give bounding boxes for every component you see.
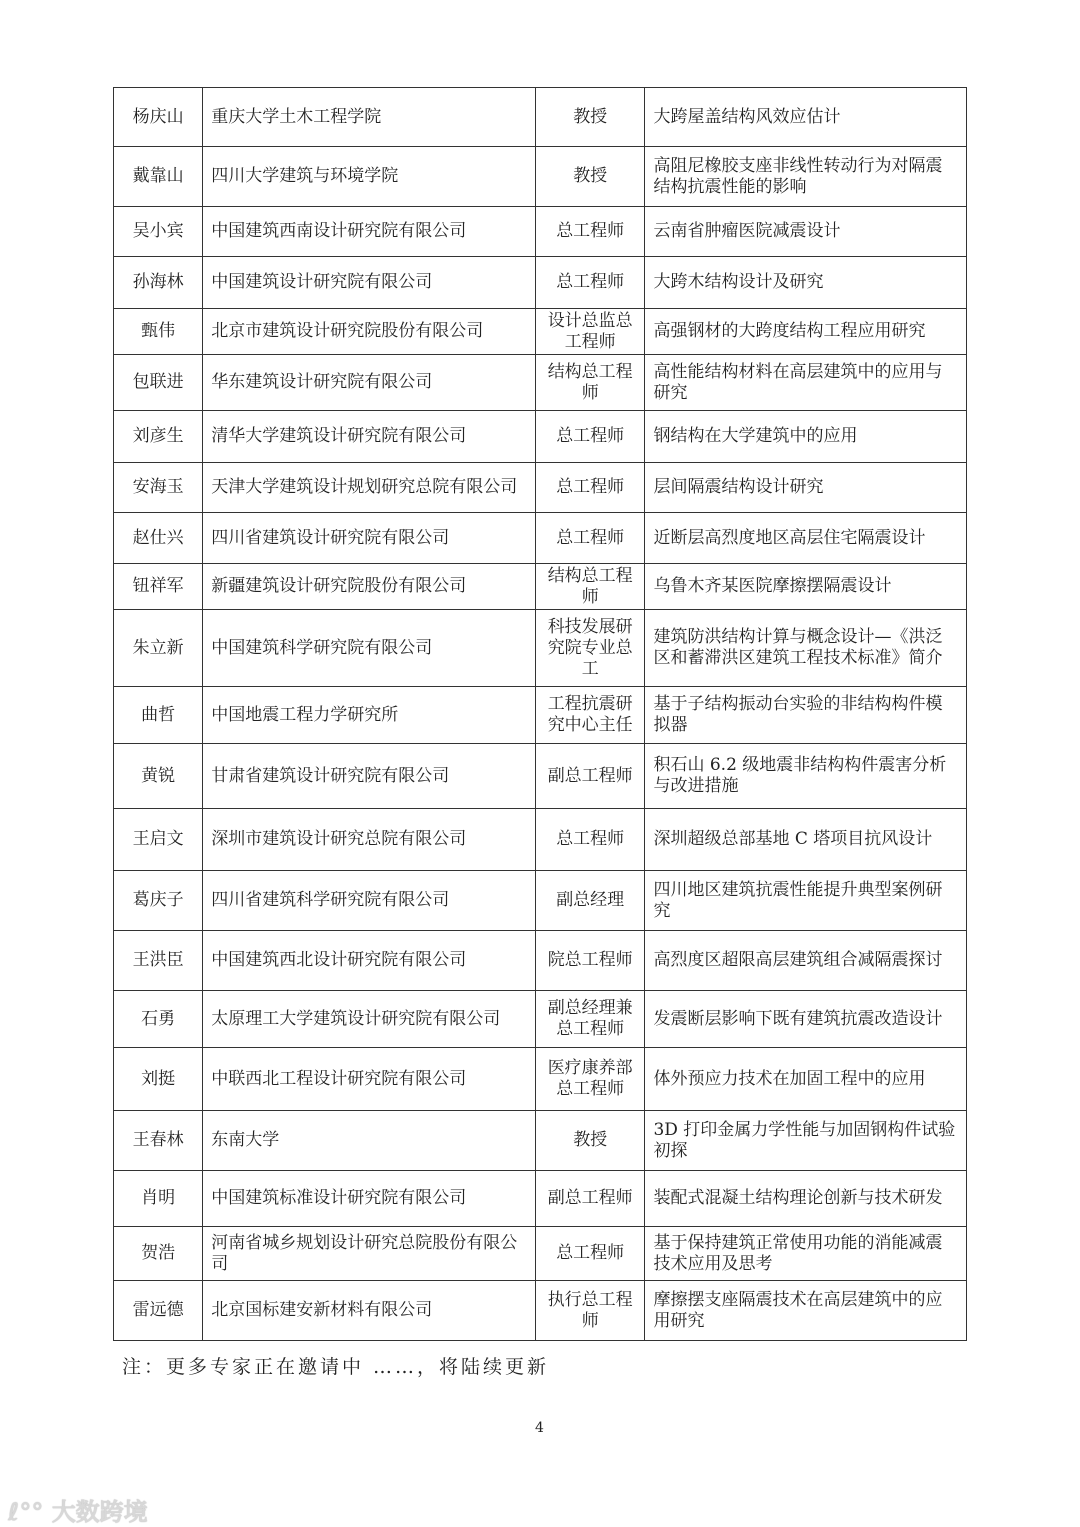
cell-name: 石勇: [114, 991, 203, 1048]
cell-organization: 中国建筑科学研究院有限公司: [203, 610, 536, 687]
cell-name: 甄伟: [114, 309, 203, 355]
cell-title: 教授: [535, 1111, 645, 1171]
cell-name: 雷远德: [114, 1281, 203, 1341]
table-row: [114, 1281, 967, 1341]
cell-topic: 四川地区建筑抗震性能提升典型案例研究: [645, 871, 967, 931]
cell-topic: 近断层高烈度地区高层住宅隔震设计: [645, 513, 967, 564]
table-row: [114, 1227, 967, 1281]
cell-topic: 高烈度区超限高层建筑组合减隔震探讨: [645, 931, 967, 991]
table-row: [114, 610, 967, 687]
table-row: [114, 744, 967, 809]
cell-topic: 高阻尼橡胶支座非线性转动行为对隔震结构抗震性能的影响: [645, 147, 967, 207]
cell-title: 教授: [535, 147, 645, 207]
watermark-logo: ℓ°° 大数跨境: [8, 1498, 148, 1526]
table-row: [114, 931, 967, 991]
cell-topic: 大跨木结构设计及研究: [645, 257, 967, 309]
table-row: [114, 1048, 967, 1111]
table-row: [114, 991, 967, 1048]
cell-organization: 中国建筑标准设计研究院有限公司: [203, 1171, 536, 1227]
table-row: [114, 687, 967, 744]
cell-name: 曲哲: [114, 687, 203, 744]
cell-title: 教授: [535, 88, 645, 147]
cell-name: 刘挺: [114, 1048, 203, 1111]
cell-title: 总工程师: [535, 513, 645, 564]
footnote: 注：更多专家正在邀请中 ……，将陆续更新: [122, 1356, 550, 1378]
cell-organization: 新疆建筑设计研究院股份有限公司: [203, 564, 536, 610]
cell-name: 包联进: [114, 355, 203, 411]
cell-title: 总工程师: [535, 411, 645, 463]
cell-organization: 北京国标建安新材料有限公司: [203, 1281, 536, 1341]
cell-title: 院总工程师: [535, 931, 645, 991]
cell-organization: 北京市建筑设计研究院股份有限公司: [203, 309, 536, 355]
page-number: 4: [535, 1420, 544, 1436]
table-row: [114, 809, 967, 871]
cell-name: 赵仕兴: [114, 513, 203, 564]
cell-name: 杨庆山: [114, 88, 203, 147]
table-row: [114, 513, 967, 564]
cell-topic: 摩擦摆支座隔震技术在高层建筑中的应用研究: [645, 1281, 967, 1341]
cell-name: 黄锐: [114, 744, 203, 809]
cell-topic: 大跨屋盖结构风效应估计: [645, 88, 967, 147]
cell-title: 结构总工程师: [535, 564, 645, 610]
cell-title: 总工程师: [535, 809, 645, 871]
cell-topic: 乌鲁木齐某医院摩擦摆隔震设计: [645, 564, 967, 610]
table-row: [114, 355, 967, 411]
table-row: [114, 147, 967, 207]
cell-organization: 中国建筑西南设计研究院有限公司: [203, 207, 536, 257]
cell-title: 工程抗震研究中心主任: [535, 687, 645, 744]
cell-topic: 层间隔震结构设计研究: [645, 463, 967, 513]
watermark-text: 大数跨境: [51, 1498, 148, 1526]
cell-organization: 四川大学建筑与环境学院: [203, 147, 536, 207]
cell-topic: 基于子结构振动台实验的非结构构件模拟器: [645, 687, 967, 744]
cell-title: 副总工程师: [535, 1171, 645, 1227]
cell-topic: 发震断层影响下既有建筑抗震改造设计: [645, 991, 967, 1048]
cell-name: 孙海林: [114, 257, 203, 309]
cell-topic: 3D 打印金属力学性能与加固钢构件试验初探: [645, 1111, 967, 1171]
table-row: [114, 411, 967, 463]
cell-name: 朱立新: [114, 610, 203, 687]
cell-topic: 体外预应力技术在加固工程中的应用: [645, 1048, 967, 1111]
cell-topic: 高性能结构材料在高层建筑中的应用与研究: [645, 355, 967, 411]
cell-title: 医疗康养部总工程师: [535, 1048, 645, 1111]
cell-title: 结构总工程师: [535, 355, 645, 411]
cell-title: 副总经理: [535, 871, 645, 931]
table-row: [114, 1171, 967, 1227]
cell-title: 设计总监总工程师: [535, 309, 645, 355]
cell-topic: 积石山 6.2 级地震非结构构件震害分析与改进措施: [645, 744, 967, 809]
cell-organization: 深圳市建筑设计研究总院有限公司: [203, 809, 536, 871]
cell-name: 葛庆子: [114, 871, 203, 931]
table-row: [114, 871, 967, 931]
cell-name: 戴靠山: [114, 147, 203, 207]
cell-name: 王春林: [114, 1111, 203, 1171]
cell-name: 安海玉: [114, 463, 203, 513]
table-row: [114, 564, 967, 610]
cell-name: 肖明: [114, 1171, 203, 1227]
cell-name: 王洪臣: [114, 931, 203, 991]
cell-name: 王启文: [114, 809, 203, 871]
cell-title: 科技发展研究院专业总工: [535, 610, 645, 687]
cell-topic: 基于保持建筑正常使用功能的消能减震技术应用及思考: [645, 1227, 967, 1281]
table-row: [114, 1111, 967, 1171]
cell-organization: 重庆大学土木工程学院: [203, 88, 536, 147]
cell-organization: 四川省建筑科学研究院有限公司: [203, 871, 536, 931]
cell-title: 副总经理兼总工程师: [535, 991, 645, 1048]
cell-name: 钮祥军: [114, 564, 203, 610]
cell-organization: 天津大学建筑设计规划研究总院有限公司: [203, 463, 536, 513]
cell-title: 执行总工程师: [535, 1281, 645, 1341]
table-row: [114, 207, 967, 257]
cell-topic: 深圳超级总部基地 C 塔项目抗风设计: [645, 809, 967, 871]
cell-organization: 东南大学: [203, 1111, 536, 1171]
cell-organization: 华东建筑设计研究院有限公司: [203, 355, 536, 411]
cell-organization: 河南省城乡规划设计研究总院股份有限公司: [203, 1227, 536, 1281]
cell-topic: 装配式混凝土结构理论创新与技术研发: [645, 1171, 967, 1227]
cell-organization: 中国建筑设计研究院有限公司: [203, 257, 536, 309]
cell-title: 总工程师: [535, 1227, 645, 1281]
cell-topic: 云南省肿瘤医院减震设计: [645, 207, 967, 257]
cell-topic: 高强钢材的大跨度结构工程应用研究: [645, 309, 967, 355]
table-row: [114, 257, 967, 309]
cell-title: 总工程师: [535, 207, 645, 257]
cell-organization: 中国地震工程力学研究所: [203, 687, 536, 744]
cell-organization: 中联西北工程设计研究院有限公司: [203, 1048, 536, 1111]
cell-organization: 清华大学建筑设计研究院有限公司: [203, 411, 536, 463]
cell-title: 总工程师: [535, 463, 645, 513]
cell-topic: 钢结构在大学建筑中的应用: [645, 411, 967, 463]
cell-title: 副总工程师: [535, 744, 645, 809]
cell-organization: 太原理工大学建筑设计研究院有限公司: [203, 991, 536, 1048]
expert-table: [113, 87, 967, 1341]
cell-organization: 中国建筑西北设计研究院有限公司: [203, 931, 536, 991]
cell-name: 吴小宾: [114, 207, 203, 257]
table-row: [114, 309, 967, 355]
table-row: [114, 463, 967, 513]
table-row: [114, 88, 967, 147]
cell-organization: 甘肃省建筑设计研究院有限公司: [203, 744, 536, 809]
cell-name: 贺浩: [114, 1227, 203, 1281]
cell-topic: 建筑防洪结构计算与概念设计—《洪泛区和蓄滞洪区建筑工程技术标准》简介: [645, 610, 967, 687]
cell-name: 刘彦生: [114, 411, 203, 463]
cell-organization: 四川省建筑设计研究院有限公司: [203, 513, 536, 564]
cell-title: 总工程师: [535, 257, 645, 309]
